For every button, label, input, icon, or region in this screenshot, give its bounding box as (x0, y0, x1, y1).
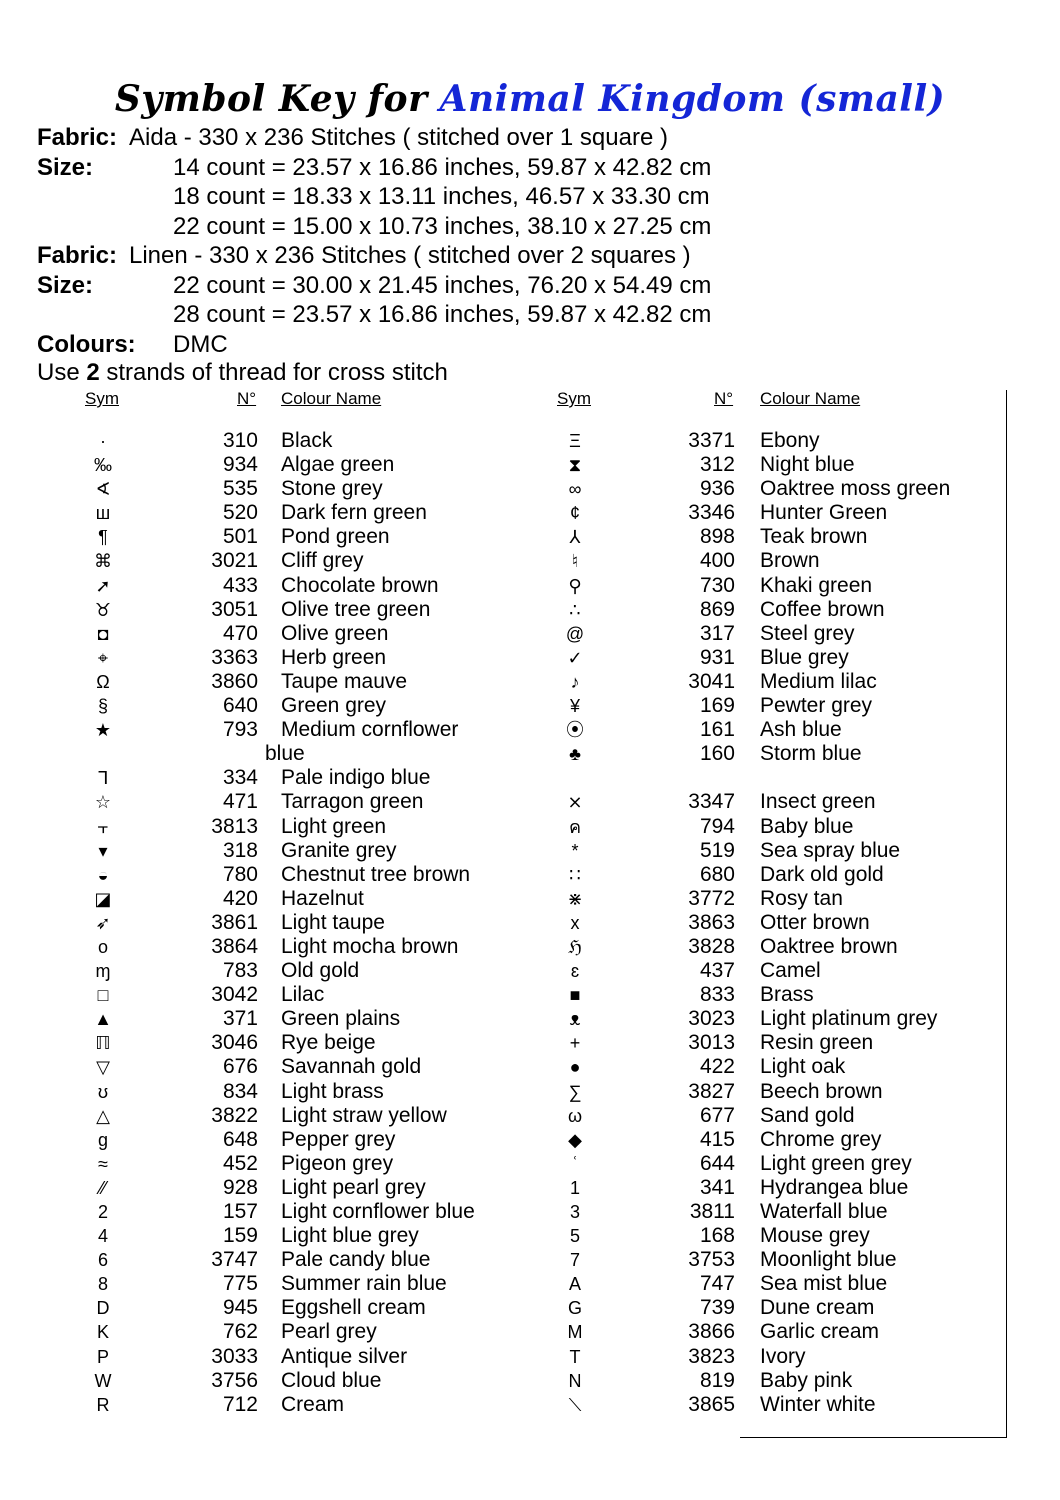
dmc-number: 833 (699, 983, 735, 1007)
colour-name: Pigeon grey (281, 1151, 394, 1175)
border-right (1006, 390, 1007, 1438)
symbol-glyph: T (569, 1346, 581, 1367)
symbol-glyph: 6 (97, 1250, 108, 1271)
colour-name: Ebony (760, 429, 820, 452)
symbol-glyph: ⨯ (567, 792, 583, 813)
dmc-number: 422 (699, 1055, 735, 1079)
dmc-number: 3371 (688, 429, 735, 452)
symbol-glyph: ♉ (94, 599, 112, 620)
colour-name: Green grey (281, 694, 387, 718)
dmc-number: 680 (699, 862, 735, 886)
colour-name: Rosy tan (760, 886, 843, 910)
colour-name: Chestnut tree brown (281, 862, 471, 886)
symbol-glyph: ⁄⁄ (99, 1177, 106, 1198)
fabric-label: Fabric: (37, 124, 118, 151)
colour-name: Beech brown (760, 1079, 883, 1103)
dmc-number: 793 (222, 718, 258, 742)
dmc-number: 3866 (688, 1320, 735, 1344)
colour-name: Light green (281, 814, 387, 838)
colour-name: Light blue grey (281, 1224, 419, 1248)
colour-name: Light oak (760, 1055, 846, 1079)
symbol-glyph: 4 (97, 1226, 108, 1247)
symbol-glyph: 2 (97, 1202, 108, 1222)
dmc-number: 3033 (211, 1344, 258, 1368)
dmc-number: 780 (222, 862, 258, 886)
dmc-number: 931 (699, 645, 735, 669)
symbol-glyph: D (96, 1298, 110, 1319)
dmc-number: 783 (222, 959, 258, 983)
dmc-number: 3051 (211, 597, 258, 621)
colour-name: Lilac (281, 983, 325, 1007)
symbol-glyph: ★ (94, 720, 112, 741)
symbol-glyph: ♣ (569, 744, 581, 765)
colour-name: Sea mist blue (760, 1272, 888, 1296)
symbol-glyph: g (97, 1129, 108, 1150)
symbol-glyph: K (96, 1322, 109, 1343)
dmc-number: 3860 (211, 669, 258, 693)
size-aida-row-1 (37, 153, 712, 183)
dmc-number: 3861 (211, 910, 258, 934)
colour-name: Resin green (760, 1031, 874, 1055)
colour-name: Moonlight blue (760, 1248, 897, 1272)
dmc-number: 677 (699, 1103, 735, 1127)
dmc-number: 3823 (688, 1344, 735, 1368)
dmc-number: 898 (699, 525, 735, 549)
colour-name: Chocolate brown (281, 573, 439, 597)
fabric-aida-row (37, 123, 668, 153)
colour-name: Insect green (760, 790, 876, 814)
symbol-glyph: x (570, 912, 580, 933)
dmc-number: 945 (222, 1296, 258, 1320)
border-bottom (740, 1437, 1007, 1438)
colour-name: Winter white (760, 1392, 876, 1416)
colour-name: Oaktree brown (760, 934, 898, 958)
colour-name: Light straw yellow (281, 1103, 447, 1127)
header-colour-name: Colour Name (281, 389, 382, 408)
symbol-glyph: 8 (97, 1274, 108, 1295)
strands-post: strands of thread for cross stitch (99, 359, 448, 386)
symbol-glyph: ⟍ (568, 1394, 582, 1415)
symbol-glyph: § (97, 696, 108, 717)
header-num: N° (714, 389, 734, 408)
colour-name: Oaktree moss green (760, 477, 951, 501)
colour-name: Pearl grey (281, 1320, 377, 1344)
symbol-glyph: ⅄ (569, 527, 581, 548)
symbol-glyph: ¶ (98, 527, 108, 548)
size-label: Size: (37, 271, 94, 299)
symbol-glyph: ♮ (571, 551, 579, 572)
dmc-number: 644 (699, 1151, 735, 1175)
colour-name: Antique silver (281, 1344, 408, 1368)
colour-name: Mouse grey (760, 1224, 870, 1248)
symbol-glyph: · (100, 431, 106, 451)
colour-name: Dune cream (760, 1296, 875, 1320)
dmc-number: 819 (699, 1368, 735, 1392)
symbol-glyph: ➚ (95, 575, 111, 596)
dmc-number: 3828 (688, 934, 735, 958)
colour-name: Teak brown (760, 525, 868, 549)
dmc-number: 3756 (211, 1368, 258, 1392)
colour-name: Medium cornflower (281, 718, 459, 742)
dmc-number: 928 (222, 1175, 258, 1199)
dmc-number: 739 (699, 1296, 735, 1320)
dmc-number: 371 (222, 1007, 258, 1031)
symbol-glyph: @ (565, 623, 585, 644)
colour-name: Dark fern green (281, 501, 427, 525)
symbol-glyph: ◆ (568, 1129, 582, 1150)
size-linen-row-1 (37, 271, 712, 301)
symbol-glyph: ◒ (97, 864, 109, 885)
symbol-glyph: ω (567, 1105, 583, 1126)
colour-name: Summer rain blue (281, 1272, 447, 1296)
colour-name: Light green grey (760, 1151, 912, 1175)
dmc-number: 730 (699, 573, 735, 597)
colour-name: Dark old gold (760, 862, 884, 886)
symbol-glyph: 7 (569, 1250, 580, 1271)
size-linen-line: 22 count = 30.00 x 21.45 inches, 76.20 x 54.49 cm (173, 271, 712, 299)
colour-name: Waterfall blue (760, 1200, 888, 1223)
colour-name: Steel grey (760, 621, 855, 645)
header-sym: Sym (557, 389, 591, 408)
dmc-number: 420 (222, 886, 258, 910)
dmc-number: 452 (222, 1151, 258, 1175)
symbol-glyph: o (97, 936, 108, 957)
symbol-glyph: □ (97, 985, 109, 1006)
dmc-number: 936 (699, 477, 735, 501)
dmc-number: 415 (699, 1127, 735, 1151)
dmc-number: 169 (699, 694, 735, 718)
colour-name: Coffee brown (760, 597, 885, 621)
colour-name: Pewter grey (760, 694, 873, 718)
symbol-glyph: ℌ (568, 936, 582, 957)
dmc-number: 470 (222, 621, 258, 645)
fabric-linen-text: Linen - 330 x 236 Stitches ( stitched over 2 squares ) (129, 242, 691, 269)
dmc-number: 334 (222, 766, 258, 790)
size-aida-row-2 (37, 182, 710, 212)
colour-name: Ash blue (760, 718, 842, 742)
colour-name: Pond green (281, 525, 390, 549)
colour-name: Light taupe (281, 910, 385, 934)
size-aida-line: 22 count = 15.00 x 10.73 inches, 38.10 x 27.25 cm (173, 212, 712, 240)
dmc-number: 400 (699, 549, 735, 573)
colour-name: Storm blue (760, 742, 862, 766)
dmc-number: 519 (699, 838, 735, 862)
dmc-number: 312 (699, 453, 735, 477)
dmc-number: 3346 (688, 501, 735, 525)
symbol-glyph: ɛ (570, 961, 580, 982)
dmc-number: 161 (699, 718, 735, 742)
dmc-number: 747 (699, 1272, 735, 1296)
dmc-number: 471 (222, 790, 258, 814)
title-pattern-name: Animal Kingdom (small) (439, 78, 946, 120)
dmc-number: 640 (222, 694, 258, 718)
dmc-number: 501 (222, 525, 258, 549)
symbol-glyph: 3 (569, 1202, 580, 1222)
colour-name: Olive green (281, 621, 389, 645)
colour-name: Rye beige (281, 1031, 376, 1055)
dmc-number: 3363 (211, 645, 258, 669)
strands-instruction (37, 359, 448, 387)
dmc-number: 3827 (688, 1079, 735, 1103)
strands-count: 2 (86, 359, 100, 386)
symbol-glyph: ∴ (569, 599, 581, 620)
colour-name: Stone grey (281, 477, 383, 501)
symbol-glyph: ▲ (94, 1009, 112, 1030)
dmc-number: 159 (222, 1224, 258, 1248)
symbol-glyph: G (567, 1298, 582, 1319)
symbol-glyph: ▾ (98, 840, 108, 861)
symbol-glyph: △ (96, 1105, 110, 1126)
symbol-glyph: ∑ (568, 1081, 582, 1102)
fabric-linen-row (37, 241, 691, 271)
dmc-number: 775 (222, 1272, 258, 1296)
dmc-number: 834 (222, 1079, 258, 1103)
symbol-glyph: P (96, 1346, 109, 1367)
size-aida-line: 14 count = 23.57 x 16.86 inches, 59.87 x 42.82 cm (173, 153, 712, 181)
symbol-glyph: ш (95, 503, 111, 524)
symbol-glyph: ⚲ (568, 575, 582, 596)
colour-name: Hazelnut (281, 886, 364, 910)
symbol-glyph: ɱ (95, 961, 111, 982)
symbol-glyph: ¢ (569, 503, 580, 524)
colour-name: Otter brown (760, 910, 870, 934)
symbol-glyph: ✓ (567, 647, 583, 668)
dmc-number: 520 (222, 501, 258, 525)
dmc-number: 341 (699, 1175, 735, 1199)
colour-name: Brass (760, 983, 814, 1007)
dmc-number: 676 (222, 1055, 258, 1079)
colour-name: Tarragon green (281, 790, 424, 814)
header-sym: Sym (85, 389, 119, 408)
symbol-glyph: ʿ (572, 1153, 578, 1174)
colours-value: DMC (173, 330, 228, 358)
symbol-glyph: 1 (569, 1177, 580, 1198)
colour-name: Savannah gold (281, 1055, 422, 1079)
colour-name: Cliff grey (281, 549, 364, 573)
colour-name: Light cornflower blue (281, 1200, 475, 1223)
symbol-glyph: ◪ (94, 888, 112, 909)
colour-name: Black (281, 429, 333, 452)
colour-name: Light pearl grey (281, 1175, 426, 1199)
symbol-glyph: Ξ (569, 431, 581, 451)
dmc-number: 437 (699, 959, 735, 983)
symbol-glyph: ☆ (94, 792, 112, 813)
colour-name: Eggshell cream (281, 1296, 426, 1320)
symbol-glyph: ∞ (568, 479, 582, 500)
symbol-glyph: ∷ (569, 864, 581, 885)
symbol-glyph: ⋇ (567, 888, 583, 909)
colour-name: Light brass (281, 1079, 384, 1103)
colour-name: Night blue (760, 453, 855, 477)
dmc-number: 3863 (688, 910, 735, 934)
symbol-glyph: ʊ (97, 1081, 109, 1102)
dmc-number: 712 (222, 1392, 258, 1416)
symbol-glyph: ▽ (96, 1057, 110, 1078)
colour-name: Hunter Green (760, 501, 888, 525)
symbol-glyph: W (94, 1370, 112, 1391)
dmc-number: 3772 (688, 886, 735, 910)
colour-name: Pepper grey (281, 1127, 396, 1151)
size-aida-row-3 (37, 212, 712, 242)
colour-name: Sea spray blue (760, 838, 901, 862)
colours-label: Colours: (37, 330, 136, 358)
dmc-number: 648 (222, 1127, 258, 1151)
dmc-number: 157 (222, 1200, 258, 1223)
symbol-glyph: ℿ (95, 1033, 111, 1054)
dmc-number: 934 (222, 453, 258, 477)
fabric-info (37, 123, 712, 359)
symbol-glyph: ⦿ (566, 720, 584, 741)
colour-name: Blue grey (760, 645, 849, 669)
symbol-glyph: R (96, 1394, 110, 1415)
colour-name: Medium lilac (760, 669, 877, 693)
dmc-number: 3023 (688, 1007, 735, 1031)
symbol-glyph: 5 (569, 1226, 580, 1247)
colour-name: Light mocha brown (281, 934, 459, 958)
colour-name: Old gold (281, 959, 360, 983)
symbol-glyph: ● (569, 1057, 581, 1078)
colour-name: Baby pink (760, 1368, 853, 1392)
fabric-aida-text: Aida - 330 x 236 Stitches ( stitched over 1 square ) (129, 124, 668, 151)
symbol-glyph: + (569, 1033, 581, 1054)
dmc-number: 3864 (211, 934, 258, 958)
dmc-number: 160 (699, 742, 735, 766)
symbol-glyph: ⌘ (94, 551, 112, 572)
symbol-glyph: ≈ (98, 1153, 108, 1174)
colour-name: Herb green (281, 645, 387, 669)
dmc-number: 168 (699, 1224, 735, 1248)
symbol-glyph: ♪ (570, 671, 580, 692)
dmc-number: 433 (222, 573, 258, 597)
dmc-number: 310 (222, 429, 258, 452)
symbol-glyph: ⧗ (568, 455, 582, 476)
symbol-glyph: M (567, 1322, 583, 1343)
colour-name: Khaki green (760, 573, 873, 597)
symbol-glyph: ค (568, 816, 582, 837)
dmc-number: 535 (222, 477, 258, 501)
colour-name: Granite grey (281, 838, 397, 862)
dmc-number: 3347 (688, 790, 735, 814)
dmc-number: 762 (222, 1320, 258, 1344)
header-colour-name: Colour Name (760, 389, 861, 408)
colour-name: Ivory (760, 1344, 806, 1368)
dmc-number: 3013 (688, 1031, 735, 1055)
colour-name: Brown (760, 549, 820, 573)
dmc-number: 3046 (211, 1031, 258, 1055)
symbol-glyph: ᴥ (569, 1009, 581, 1030)
fabric-label: Fabric: (37, 242, 118, 269)
colour-name: Pale candy blue (281, 1248, 431, 1272)
symbol-glyph: ■ (569, 985, 581, 1006)
colour-name: Taupe mauve (281, 669, 408, 693)
title-prefix: Symbol Key for (114, 78, 428, 120)
symbol-glyph: ⌖ (97, 647, 109, 668)
symbol-glyph: ᒣ (97, 768, 109, 789)
symbol-glyph: ➶ (95, 912, 111, 933)
symbol-glyph: ∢ (95, 479, 111, 500)
symbol-glyph: ¥ (569, 696, 580, 717)
dmc-number: 3822 (211, 1103, 258, 1127)
colour-name: Green plains (281, 1007, 401, 1031)
dmc-number: 318 (222, 838, 258, 862)
size-linen-row-2 (37, 300, 712, 330)
size-aida-line: 18 count = 18.33 x 13.11 inches, 46.57 x 33.30 cm (173, 183, 710, 210)
dmc-number: 869 (699, 597, 735, 621)
colour-name: Light platinum grey (760, 1007, 938, 1031)
dmc-number: 3021 (211, 549, 258, 573)
size-linen-line: 28 count = 23.57 x 16.86 inches, 59.87 x 42.82 cm (173, 301, 712, 328)
dmc-number: 3811 (689, 1200, 735, 1223)
size-label: Size: (37, 153, 94, 181)
dmc-number: 3753 (688, 1248, 735, 1272)
dmc-number: 3747 (211, 1248, 258, 1272)
dmc-number: 3813 (211, 814, 258, 838)
symbol-glyph: ‰ (94, 455, 112, 476)
colour-name: Sand gold (760, 1103, 855, 1127)
colour-name: Chrome grey (760, 1127, 882, 1151)
symbol-glyph: N (568, 1370, 582, 1391)
colour-name: Pale indigo blue (281, 766, 431, 790)
colour-name: Cloud blue (281, 1368, 382, 1392)
dmc-number: 3042 (211, 983, 258, 1007)
colour-name-continued: blue (265, 742, 305, 766)
dmc-number: 3041 (688, 669, 735, 693)
colour-name: Cream (281, 1392, 345, 1416)
symbol-glyph: A (568, 1274, 581, 1295)
colour-name: Hydrangea blue (760, 1175, 909, 1199)
colour-name: Camel (760, 959, 821, 983)
colour-name: Algae green (281, 453, 395, 477)
symbol-glyph: ◘ (97, 623, 109, 644)
symbol-glyph: ⫟ (97, 816, 109, 837)
dmc-number: 3865 (688, 1392, 735, 1416)
strands-pre: Use (37, 359, 87, 386)
colour-name: Baby blue (760, 814, 854, 838)
dmc-number: 794 (699, 814, 735, 838)
dmc-number: 317 (699, 621, 735, 645)
colour-name: Olive tree green (281, 597, 431, 621)
header-num: N° (237, 389, 257, 408)
colours-row (37, 330, 228, 360)
symbol-glyph: * (571, 840, 579, 861)
page-title (0, 78, 1060, 120)
colour-name: Garlic cream (760, 1320, 880, 1344)
symbol-glyph: Ω (96, 671, 110, 692)
